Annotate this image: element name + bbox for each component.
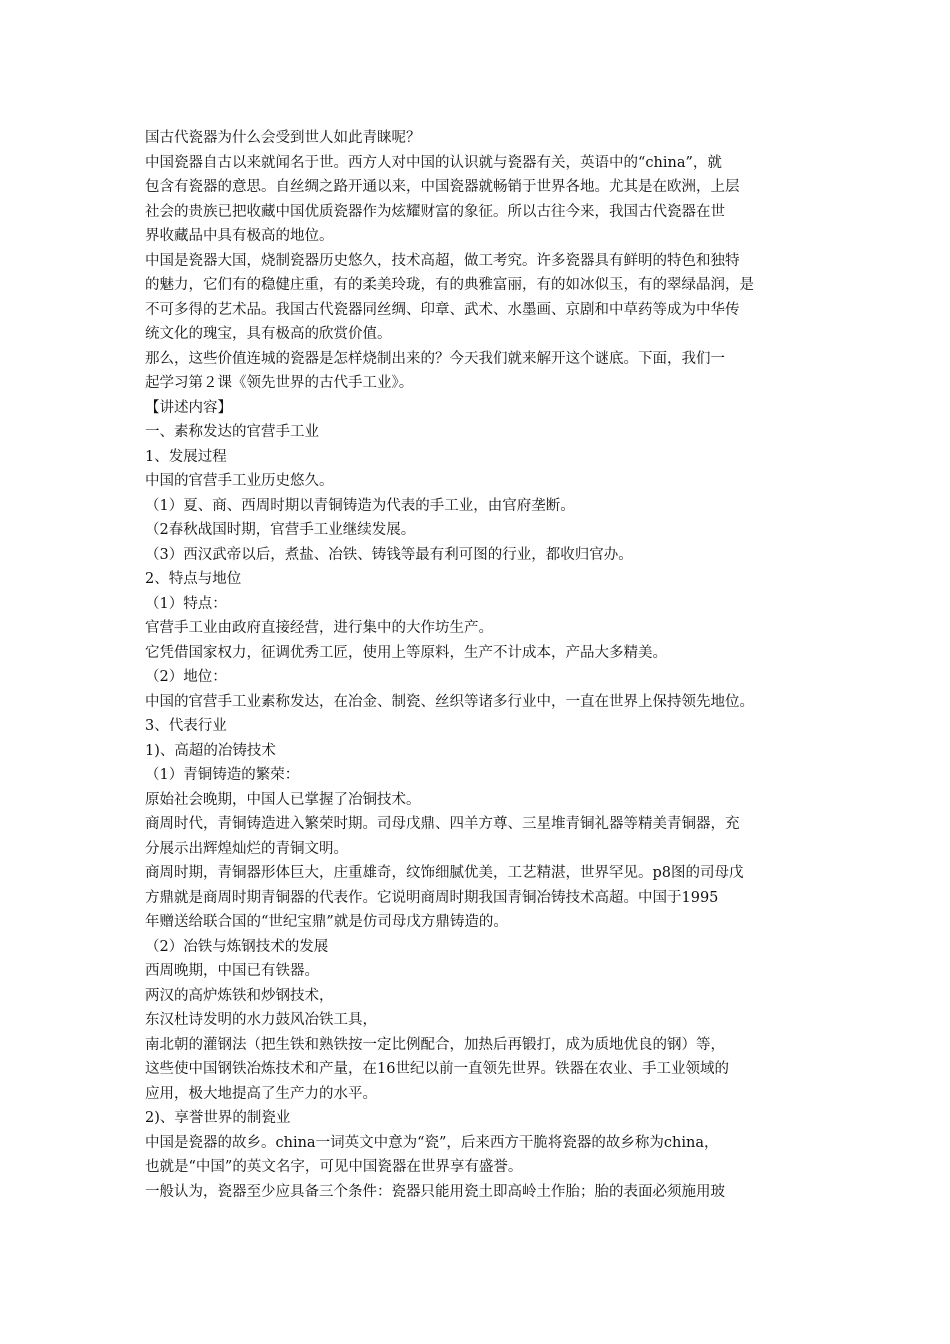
- text-line: 商周时期，青铜器形体巨大，庄重雄奇，纹饰细腻优美，工艺精湛，世界罕见。p8图的司母戊: [145, 865, 744, 881]
- text-line: 统文化的瑰宝，具有极高的欣赏价值。: [145, 326, 392, 342]
- text-line: 2)、享誉世界的制瓷业: [145, 1110, 291, 1126]
- text-line: 这些使中国钢铁冶炼技术和产量，在16世纪以前一直领先世界。铁器在农业、手工业领域的: [145, 1061, 729, 1077]
- text-line: 【讲述内容】: [145, 399, 232, 416]
- text-line: 西周晚期，中国已有铁器。: [145, 963, 319, 979]
- text-line: 社会的贵族已把收藏中国优质瓷器作为炫耀财富的象征。所以古往今来，我国古代瓷器在世: [145, 203, 725, 220]
- text-line: （2）冶铁与炼钢技术的发展: [145, 938, 329, 955]
- text-line: 应用，极大地提高了生产力的水平。: [145, 1085, 377, 1102]
- text-line: 中国的官营手工业历史悠久。: [145, 473, 334, 489]
- text-line: 一、素称发达的官营手工业: [145, 424, 319, 440]
- text-line: 它凭借国家权力，征调优秀工匠，使用上等原料，生产不计成本，产品大多精美。: [145, 644, 667, 661]
- text-line: 一般认为，瓷器至少应具备三个条件：瓷器只能用瓷土即高岭土作胎；胎的表面必须施用玻: [145, 1183, 725, 1200]
- text-line: 两汉的高炉炼铁和炒钢技术，: [145, 987, 334, 1004]
- text-line: 中国是瓷器的故乡。china一词英文中意为“瓷”，后来西方干脆将瓷器的故乡称为china，: [145, 1134, 719, 1151]
- text-line: 商周时代，青铜铸造进入繁荣时期。司母戊鼎、四羊方尊、三星堆青铜礼器等精美青铜器，充: [145, 816, 740, 832]
- text-line: 那么，这些价值连城的瓷器是怎样烧制出来的？今天我们就来解开这个谜底。下面，我们一: [145, 350, 725, 367]
- document-page: [145, 126, 810, 1204]
- text-line: 分展示出辉煌灿烂的青铜文明。: [145, 840, 348, 857]
- text-line: （2）地位：: [145, 669, 227, 685]
- text-line: 中国是瓷器大国，烧制瓷器历史悠久，技术高超，做工考究。许多瓷器具有鲜明的特色和独特: [145, 252, 740, 269]
- text-line: （1）夏、商、西周时期以青铜铸造为代表的手工业，由官府垄断。: [145, 497, 575, 514]
- text-line: 东汉杜诗发明的水力鼓风冶铁工具，: [145, 1012, 377, 1028]
- text-line: 官营手工业由政府直接经营，进行集中的大作坊生产。: [145, 620, 493, 636]
- text-line: 原始社会晚期，中国人已掌握了冶铜技术。: [145, 791, 421, 808]
- text-line: （2春秋战国时期，官营手工业继续发展。: [145, 522, 416, 538]
- text-line: 也就是“中国”的英文名字，可见中国瓷器在世界享有盛誉。: [145, 1159, 523, 1175]
- text-line: 南北朝的灌钢法（把生铁和熟铁按一定比例配合，加热后再锻打，成为质地优良的钢）等，: [145, 1036, 725, 1053]
- text-line: （1）青铜铸造的繁荣：: [145, 767, 300, 783]
- text-line: 年赠送给联合国的“世纪宝鼎”就是仿司母戊方鼎铸造的。: [145, 914, 508, 930]
- text-line: 1、发展过程: [145, 448, 227, 465]
- text-line: 中国瓷器自古以来就闻名于世。西方人对中国的认识就与瓷器有关，英语中的“china”，就: [145, 154, 722, 171]
- text-line: 国古代瓷器为什么会受到世人如此青睐呢？: [145, 130, 421, 146]
- text-line: 界收藏品中具有极高的地位。: [145, 228, 334, 244]
- text-line: 包含有瓷器的意思。自丝绸之路开通以来，中国瓷器就畅销于世界各地。尤其是在欧洲，上层: [145, 179, 740, 195]
- text-line: 起学习第２课《领先世界的古代手工业》。: [145, 375, 414, 391]
- text-line: 1)、高超的冶铸技术: [145, 742, 276, 759]
- text-line: 2、特点与地位: [145, 571, 242, 587]
- text-line: 的魅力，它们有的稳健庄重，有的柔美玲珑，有的典雅富丽，有的如冰似玉，有的翠绿晶润，是: [145, 277, 754, 293]
- text-line: 方鼎就是商周时期青铜器的代表作。它说明商周时期我国青铜冶铸技术高超。中国于1995: [145, 889, 719, 906]
- text-line: 3、代表行业: [145, 718, 227, 734]
- text-line: （1）特点：: [145, 595, 227, 612]
- text-line: 中国的官营手工业素称发达，在冶金、制瓷、丝织等诸多行业中，一直在世界上保持领先地位。: [145, 693, 754, 710]
- text-line: 不可多得的艺术品。我国古代瓷器同丝绸、印章、武术、水墨画、京剧和中草药等成为中华传: [145, 301, 740, 318]
- text-line: （3）西汉武帝以后，煮盐、冶铁、铸钱等最有利可图的行业，都收归官办。: [145, 546, 633, 563]
